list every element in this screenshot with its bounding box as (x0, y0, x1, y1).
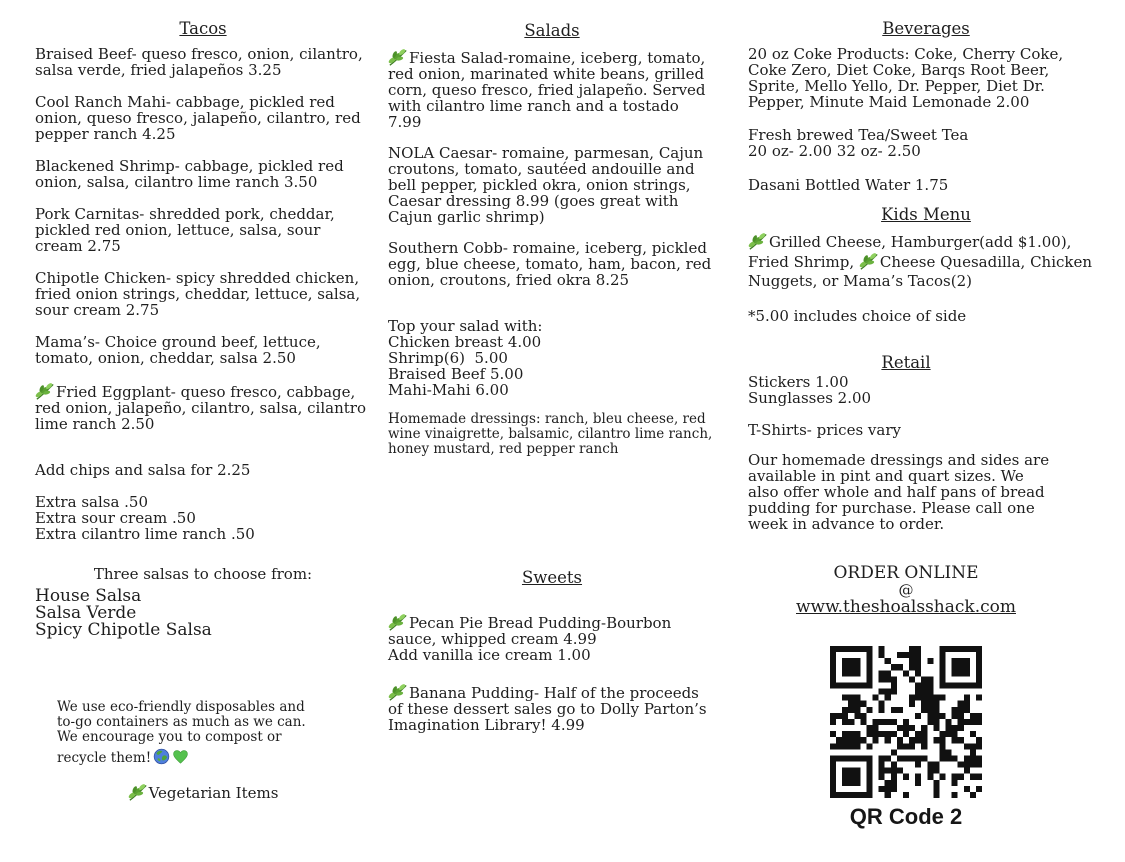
vegetarian-legend: Vegetarian Items (35, 783, 371, 801)
extra-item: Extra salsa .50 (35, 493, 149, 511)
herb-sprig-icon (388, 48, 408, 66)
herb-sprig-icon (35, 382, 55, 400)
beverages-column (748, 20, 1104, 829)
extra-item: Extra sour cream .50 (35, 509, 196, 527)
eco-note-line: to-go containers as much as we can. (57, 713, 306, 730)
qr-code (748, 646, 1064, 829)
salsa-item: Salsa Verde (35, 603, 137, 624)
eco-note-line: We use eco-friendly disposables and (57, 698, 305, 715)
qr-code-image (830, 646, 982, 798)
salad-toppers (388, 318, 716, 398)
topper-line: Shrimp(6) 5.00 (388, 349, 508, 367)
tacos-heading: Tacos (179, 19, 227, 38)
herb-sprig-icon (748, 232, 768, 250)
herb-sprig-icon (128, 783, 148, 801)
kids-menu-items: Grilled Cheese, Hamburger(add $1.00), Fried Shrimp, Cheese Quesadilla, Chicken Nuggets, or Mama’s Tacos(2) (748, 233, 1093, 290)
extras-list (35, 494, 371, 542)
salsa-item: House Salsa (35, 586, 142, 606)
menu-item-blackened-shrimp: Blackened Shrimp- cabbage, pickled red onion, salsa, cilantro lime ranch 3.50 (35, 157, 344, 191)
menu-item-text: Fried Eggplant- queso fresco, cabbage, red onion, jalapeño, cilantro, salsa, cilantro lime ranch 2.50 (35, 383, 366, 433)
menu-item-text: Banana Pudding- Half of the proceeds of these dessert sales go to Dolly Parton’s Imagination Library! 4.99 (388, 684, 707, 734)
order-online-section (748, 564, 1064, 829)
retail-item-tshirts: T-Shirts- prices vary (748, 421, 901, 439)
menu-item-pork-carnitas: Pork Carnitas- shredded pork, cheddar, pickled red onion, lettuce, salsa, sour cream 2.75 (35, 205, 335, 255)
retail-item: Sunglasses 2.00 (748, 389, 872, 407)
tacos-column (35, 20, 371, 801)
kids-menu-heading: Kids Menu (881, 205, 971, 224)
menu-item-chipotle-chicken: Chipotle Chicken- spicy shredded chicken, fried onion strings, cheddar, lettuce, salsa, sour cream 2.75 (35, 269, 361, 319)
menu-item-mamas: Mama’s- Choice ground beef, lettuce, tomato, onion, cheddar, salsa 2.50 (35, 333, 321, 367)
herb-sprig-icon (388, 683, 408, 701)
topper-line: Mahi-Mahi 6.00 (388, 381, 509, 399)
salsas-heading: Three salsas to choose from: (93, 565, 313, 583)
menu-item-text: Pecan Pie Bread Pudding-Bourbon sauce, whipped cream 4.99 (388, 614, 672, 648)
retail-heading: Retail (881, 353, 931, 372)
menu-item-braised-beef: Braised Beef- queso fresco, onion, cilantro, salsa verde, fried jalapeños 3.25 (35, 45, 363, 79)
add-chips-note: Add chips and salsa for 2.25 (35, 461, 251, 479)
menu-item-nola-caesar: NOLA Caesar- romaine, parmesan, Cajun croutons, tomato, sautéed andouille and bell pepper, pickled okra, onion strings, Caesar dressing 8.99 (goes great with Cajun garlic shrimp) (388, 144, 704, 226)
menu-item-southern-cobb: Southern Cobb- romaine, iceberg, pickled egg, blue cheese, tomato, ham, bacon, red onion, croutons, fried okra 8.25 (388, 239, 712, 289)
eco-note-line: We encourage you to compost or (57, 728, 282, 745)
menu-item-water: Dasani Bottled Water 1.75 (748, 176, 949, 194)
menu-item-addon: Add vanilla ice cream 1.00 (388, 646, 591, 664)
green-heart-icon (172, 748, 189, 765)
menu-item-cool-ranch-mahi: Cool Ranch Mahi- cabbage, pickled red onion, queso fresco, jalapeño, cilantro, red pepper ranch 4.25 (35, 93, 361, 143)
menu-item-coke-products: 20 oz Coke Products: Coke, Cherry Coke, Coke Zero, Diet Coke, Barqs Root Beer, Sprite, Mello Yello, Dr. Pepper, Diet Dr. Pepper, Minute Maid Lemonade 2.00 (748, 45, 1064, 111)
bulk-order-note: Our homemade dressings and sides are available in pint and quart sizes. We also offer whole and half pans of bread pudding for purchase. Please call one week in advance to order. (748, 451, 1050, 533)
menu-item-fried-eggplant (35, 382, 371, 432)
topper-line: Chicken breast 4.00 (388, 333, 542, 351)
extra-item: Extra cilantro lime ranch .50 (35, 525, 255, 543)
sweets-heading: Sweets (521, 568, 583, 587)
retail-item: Stickers 1.00 (748, 373, 849, 391)
order-online-title: ORDER ONLINE (833, 563, 979, 583)
herb-sprig-icon (859, 252, 879, 270)
salsa-item: Spicy Chipotle Salsa (35, 620, 212, 641)
salads-heading: Salads (524, 21, 580, 40)
menu-item-text: Fiesta Salad-romaine, iceberg, tomato, red onion, marinated white beans, grilled corn, queso fresco, fried jalapeño. Served with cilantro lime ranch and a tostado 7.99 (388, 49, 706, 131)
herb-sprig-icon (388, 613, 408, 631)
menu-item-pecan-pie (388, 613, 716, 663)
menu-item-fiesta-salad (388, 48, 716, 130)
menu-item-banana-pudding (388, 683, 716, 733)
dressings-note: Homemade dressings: ranch, bleu cheese, red wine vinaigrette, balsamic, cilantro lime ranch, honey mustard, red pepper ranch (388, 411, 713, 457)
topper-line: Top your salad with: (388, 317, 543, 335)
order-online-at: @ (898, 581, 914, 599)
eco-note-line: recycle them! (57, 748, 319, 766)
salads-column (388, 22, 716, 733)
menu-item-tea: Fresh brewed Tea/Sweet Tea 20 oz- 2.00 32 oz- 2.50 (748, 126, 969, 160)
eco-note (57, 700, 319, 766)
order-online-url[interactable]: www.theshoalsshack.com (796, 597, 1016, 617)
topper-line: Braised Beef 5.00 (388, 365, 524, 383)
earth-globe-icon (153, 748, 170, 765)
qr-code-label: QR Code 2 (849, 804, 963, 829)
beverages-heading: Beverages (882, 19, 970, 38)
kids-menu-note: *5.00 includes choice of side (748, 307, 967, 325)
salsa-list (35, 588, 371, 640)
retail-section (748, 354, 1064, 532)
